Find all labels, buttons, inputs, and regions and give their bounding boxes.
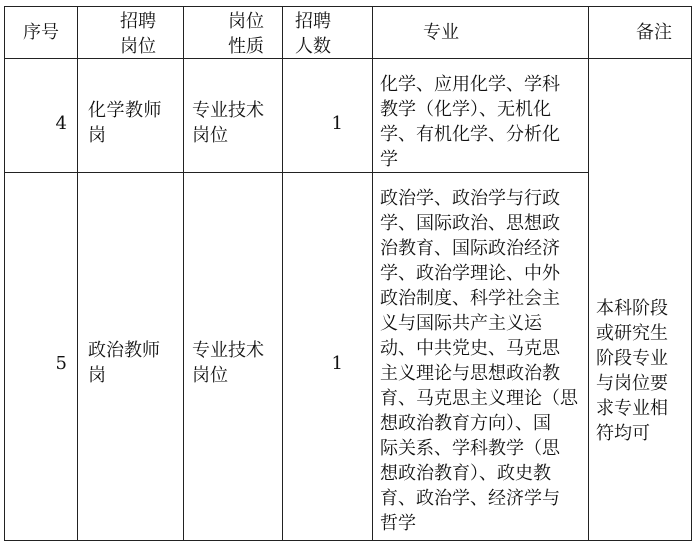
row4-major [380,72,585,172]
row5-major-line: 学、国际政治、思想政 [380,213,560,234]
row5-nature-line2: 岗位 [192,365,228,386]
rule-row4-bottom [4,172,588,173]
rule-col4 [372,6,373,541]
row4-major-line: 教学（化学）、无机化 [380,99,551,120]
row5-nature-line1: 专业技术 [192,340,264,361]
remark-line: 符均可 [596,423,650,444]
rule-col1 [77,6,78,541]
row4-nature [192,98,280,148]
row4-seq: 4 [55,113,67,134]
header-position-line2: 岗位 [120,36,156,57]
header-seq: 序号 [23,22,59,43]
row5-major-line: 想政治教育）、政史教 [380,463,551,484]
row5-major [380,186,587,536]
row4-nature-line2: 岗位 [192,125,228,146]
row5-major-line: 育、马克思主义理论（思 [380,388,578,409]
rule-left [4,6,5,541]
row4-major-line: 化学、应用化学、学科 [380,74,560,95]
row5-major-line: 主义理论与思想政治教 [380,363,560,384]
header-remark: 备注 [636,22,672,43]
header-count [283,9,343,59]
row4-position-line1: 化学教师 [88,100,162,121]
row5-count: 1 [331,353,343,374]
row5-major-line: 学、政治学理论、中外 [380,263,560,284]
header-position-line1: 招聘 [120,11,156,32]
row5-major-line: 际关系、学科教学（思 [380,438,560,459]
row5-major-line: 动、中共党史、马克思 [380,338,560,359]
rule-right [691,6,692,541]
remark-line: 本科阶段 [596,298,668,319]
row5-major-line: 政治制度、科学社会主 [380,288,560,309]
header-count-line2: 人数 [295,36,331,57]
rule-col3 [282,6,283,541]
remark-line: 阶段专业 [596,348,668,369]
row5-major-line: 育、政治学、经济学与 [380,488,560,509]
row4-nature-line1: 专业技术 [192,100,264,121]
row4-position-line2: 岗 [88,125,107,146]
row5-major-line: 政治学、政治学与行政 [380,188,560,209]
header-count-line1: 招聘 [295,11,331,32]
row4-major-line: 学 [380,149,398,170]
header-nature [210,9,282,59]
row4-position [88,98,180,148]
row5-seq: 5 [55,353,67,374]
header-position [98,9,178,59]
header-nature-line1: 岗位 [228,11,264,32]
remark-line: 求专业相 [596,398,668,419]
remark-line: 或研究生 [596,323,668,344]
row4-count: 1 [331,113,343,134]
header-major: 专业 [423,22,459,43]
rule-col2 [183,6,184,541]
row5-position [88,338,180,388]
row5-major-line: 治教育、国际政治经济 [380,238,560,259]
row5-major-line: 想政治教育方向）、国 [380,413,551,434]
row5-major-line: 义与国际共产主义运 [380,313,542,334]
row4-major-line: 学、有机化学、分析化 [380,124,560,145]
header-nature-line2: 性质 [228,36,264,57]
remark-line: 与岗位要 [596,373,668,394]
row5-major-line: 哲学 [380,513,416,534]
remark-cell [596,296,688,446]
row5-position-line2: 岗 [88,365,106,386]
rule-col5 [588,6,589,541]
row5-position-line1: 政治教师 [88,340,160,361]
row5-nature [192,338,280,388]
